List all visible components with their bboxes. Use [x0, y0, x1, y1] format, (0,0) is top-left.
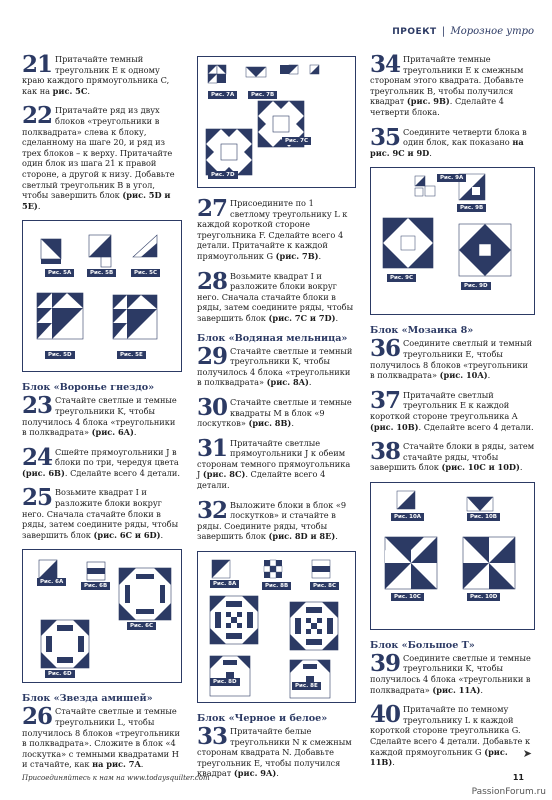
fig-label-5e: Рис. 5E	[117, 351, 146, 359]
step-text: Выложите блоки в блок «9 лоскутков» и стачайте в ряды. Соедините ряды, чтобы завершить блок	[197, 499, 347, 542]
fig-label-7c: Рис. 7C	[282, 137, 311, 145]
block-title-watermill: Блок «Водяная мельница»	[197, 332, 348, 344]
step-40	[370, 701, 535, 768]
step-35	[370, 123, 535, 159]
fig-label-8b: Рис. 8B	[262, 582, 291, 590]
fig5e-drawing	[113, 295, 157, 339]
fig-label-7d: Рис. 7D	[208, 171, 238, 179]
step-end: .	[335, 312, 339, 323]
step-end: .	[487, 370, 491, 381]
step-number: 38	[370, 438, 401, 466]
step-text: Стачайте блоки в ряды, затем стачайте ряды, чтобы завершить блок	[370, 441, 535, 473]
fig5d-drawing	[37, 293, 83, 339]
watermark: PassionForum.ru	[471, 787, 546, 797]
column-2	[197, 54, 356, 788]
step-number: 37	[370, 386, 401, 414]
step-number: 22	[22, 102, 53, 130]
figure-ref: (рис. 11A)	[432, 684, 481, 695]
step-end: .	[392, 757, 395, 768]
step-21	[22, 51, 182, 96]
step-number: 35	[370, 123, 401, 151]
step-number: 23	[22, 392, 53, 420]
figure-10	[370, 482, 535, 630]
step-38	[370, 438, 535, 473]
step-text: Соедините светлые и темные треугольники K, чтобы получилось 4 блока «треугольники в полквадрата»	[370, 652, 531, 695]
fig-label-8e: Рис. 8E	[292, 682, 321, 690]
step-end: .	[519, 462, 523, 473]
figure-7-diagram	[198, 57, 355, 187]
step-34	[370, 51, 535, 118]
fig-label-10b: Рис. 10B	[467, 513, 500, 521]
step-text: Стачайте светлые и темные треугольники K, чтобы получилось 4 блока «треугольники в полквадрата»	[22, 395, 177, 438]
figure-ref: (рис. 8A)	[266, 377, 309, 388]
step-text: Притачайте светлый треугольник E к каждой короткой стороне треугольника A	[370, 389, 518, 421]
step-number: 34	[370, 51, 401, 78]
step-text: Притачайте белые треугольники N к смежным сторонам квадрата N. Добавьте треугольник E, чтобы получился квадрат	[197, 726, 352, 779]
figure-5-diagram	[23, 221, 181, 371]
header-separator: |	[441, 26, 446, 37]
step-text: Соедините светлый и темный треугольники E, чтобы получилось 8 блоков «треугольники в полквадрата»	[370, 338, 533, 381]
figure-9-diagram	[371, 168, 534, 314]
step-31	[197, 434, 356, 491]
step-text: Присоедините по 1 светлому треугольнику L к каждой короткой стороне треугольника F. Сделайте всего 4 детали. Притачайте к каждой прямоугольник G	[197, 198, 348, 261]
fig-label-9c: Рис. 9C	[387, 274, 416, 282]
step-end: .	[140, 759, 144, 770]
step-28	[197, 267, 356, 324]
figure-5	[22, 220, 182, 372]
fig-label-9b: Рис. 9B	[457, 204, 486, 212]
fig-label-7a: Рис. 7A	[208, 91, 237, 99]
figure-ref: (рис. 8C)	[202, 469, 246, 480]
fig-label-6c: Рис. 6C	[127, 622, 156, 630]
fig-label-8c: Рис. 8C	[310, 582, 339, 590]
step-text: Возьмите квадрат I и разложите блоки вокруг него. Сначала стачайте блоки в ряды, затем соедините ряды, чтобы завершить блок	[197, 270, 354, 323]
step-number: 21	[22, 51, 53, 78]
step-29	[197, 342, 356, 388]
block-title-crow: Блок «Воронье гнездо»	[22, 382, 155, 394]
fig-label-10d: Рис. 10D	[467, 593, 500, 601]
step-end: .	[318, 250, 322, 261]
step-number: 39	[370, 649, 401, 677]
step-text: Стачайте светлые и темные квадраты M в блок «9 лоскутков»	[197, 396, 352, 429]
step-end: . Сделайте всего 4 детали.	[64, 467, 180, 478]
step-end: .	[308, 377, 312, 388]
step-number: 32	[197, 496, 228, 524]
step-end: . Сделайте всего 4 детали.	[418, 421, 534, 432]
fig-label-6d: Рис. 6D	[45, 670, 75, 678]
column-3	[370, 51, 535, 777]
figure-ref: (рис. 7B)	[275, 250, 319, 261]
step-text: Притачайте темные треугольники E к смежным сторонам этого квадрата. Добавьте треугольник B, чтобы получился квадрат	[370, 54, 524, 107]
fig-label-8d: Рис. 8D	[210, 678, 240, 686]
fig5b-drawing	[89, 235, 111, 267]
step-text: Притачайте темный треугольник E к одному краю каждого прямоугольника C, как на	[22, 54, 170, 96]
step-number: 40	[370, 701, 401, 729]
fig-label-8a: Рис. 8A	[210, 580, 239, 588]
fig-label-5a: Рис. 5A	[45, 269, 74, 277]
step-end: . Сделайте 4 четверти блока.	[370, 96, 504, 117]
header-name: Морозное утро	[450, 26, 534, 37]
step-number: 31	[197, 434, 228, 462]
figure-6-diagram	[23, 550, 181, 682]
column-1	[22, 51, 182, 779]
figure-ref: (рис. 6C и 6D)	[93, 529, 161, 540]
step-end: .	[133, 427, 137, 438]
fig-label-5c: Рис. 5C	[131, 269, 160, 277]
step-24	[22, 443, 182, 479]
figure-ref: (рис. 5D и 5E)	[22, 190, 171, 211]
step-number: 25	[22, 484, 53, 512]
step-25	[22, 484, 182, 540]
figure-6	[22, 549, 182, 683]
step-26	[22, 703, 182, 770]
figure-ref: (рис. 10B)	[370, 421, 419, 432]
figure-ref: (рис. 10A)	[439, 370, 488, 381]
step-32	[197, 496, 356, 542]
figure-ref: на рис. 7A	[92, 759, 141, 770]
step-end: . Сделайте всего 4 детали.	[197, 469, 326, 491]
figure-9	[370, 167, 535, 315]
fig5c-drawing	[133, 235, 157, 257]
figure-ref: (рис. 9B)	[406, 96, 450, 107]
step-end: .	[335, 531, 338, 542]
figure-ref: (рис. 9A)	[233, 768, 277, 779]
fig-label-10a: Рис. 10A	[391, 513, 424, 521]
fig-label-5b: Рис. 5B	[87, 269, 116, 277]
step-number: 29	[197, 342, 228, 370]
figure-ref: рис. 5C	[52, 85, 88, 96]
step-end: .	[160, 529, 164, 540]
step-33	[197, 723, 356, 779]
step-end: .	[291, 418, 294, 429]
footer-text: Присоединяйтесь к нам на www.todaysquilter.com	[22, 774, 210, 782]
figure-ref: на рис. 9C и 9D	[370, 137, 524, 158]
block-title-big-t: Блок «Большое Т»	[370, 639, 475, 651]
figure-7	[197, 56, 356, 188]
header-project: ПРОЕКТ	[392, 27, 437, 37]
fig-label-9d: Рис. 9D	[461, 282, 491, 290]
step-end: .	[480, 684, 483, 695]
fig-label-5d: Рис. 5D	[45, 351, 75, 359]
step-number: 26	[22, 703, 53, 731]
step-23	[22, 392, 182, 438]
step-end: .	[429, 147, 432, 158]
step-text: Притачайте ряд из двух блоков «треугольники в полквадрата» слева к блоку, сделанному на шаге 20, и ряд из трех блоков – к верху. Притачайте один блок из шага 21 к правой стороне, а другой к низу. Добавьте светлый треугольник B в угол, чтобы завершить блок	[22, 105, 175, 201]
fig5a-drawing	[41, 239, 61, 264]
step-number: 27	[197, 195, 228, 222]
step-number: 30	[197, 393, 228, 421]
fig-label-6a: Рис. 6A	[37, 578, 66, 586]
step-number: 36	[370, 335, 401, 363]
step-text: Притачайте светлые прямоугольники J к обеим сторонам темного прямоугольника J	[197, 437, 351, 480]
step-27	[197, 195, 356, 262]
figure-ref: (рис. 11B)	[370, 746, 508, 768]
figure-ref: (рис. 8B)	[248, 418, 292, 429]
step-text: Соедините четверти блока в один блок, как показано	[403, 126, 527, 148]
step-text: Сшейте прямоугольники J в блоки по три, чередуя цвета	[55, 446, 179, 468]
page-number: 11	[512, 773, 524, 782]
step-text: Притачайте по темному треугольнику L к каждой короткой стороне треугольника G. Сделайте всего 4 детали. Добавьте к каждой прямоугольник G	[370, 704, 531, 757]
figure-ref: (рис. 8D и 8E)	[268, 531, 336, 542]
step-number: 28	[197, 267, 228, 295]
step-end: .	[276, 768, 279, 779]
step-30	[197, 393, 356, 429]
block-title-mosaic: Блок «Мозаика 8»	[370, 325, 474, 337]
step-number: 33	[197, 723, 228, 751]
figure-ref: (рис. 6B)	[22, 467, 65, 478]
figure-ref: (рис. 6A)	[91, 427, 134, 438]
step-end: .	[87, 85, 90, 96]
running-header	[392, 26, 534, 37]
step-37	[370, 386, 535, 432]
fig-label-7b: Рис. 7B	[248, 91, 277, 99]
fig-label-6b: Рис. 6B	[81, 582, 110, 590]
step-text: Стачайте светлые и темные треугольники L, чтобы получилось 8 блоков «треугольники в полквадрата». Сложите в блок «4 лоскутка» с темными квадратами H и стачайте, как	[22, 706, 180, 770]
figure-ref: (рис. 10C и 10D)	[441, 462, 520, 473]
continue-arrow-icon: ➤	[522, 747, 532, 760]
figure-10-diagram	[371, 483, 534, 629]
fig-label-10c: Рис. 10C	[391, 593, 424, 601]
step-22	[22, 102, 182, 211]
fig-label-9a: Рис. 9A	[437, 174, 466, 182]
step-39	[370, 649, 535, 695]
step-number: 24	[22, 443, 53, 471]
step-end: .	[37, 200, 41, 211]
figure-8	[197, 551, 356, 703]
step-36	[370, 335, 535, 381]
step-text: Возьмите квадрат I и разложите блоки вокруг него. Сначала стачайте блоки в ряды, затем соедините ряды, чтобы завершить блок	[22, 487, 179, 540]
block-title-amish: Блок «Звезда амишей»	[22, 693, 153, 705]
figure-ref: (рис. 7C и 7D)	[268, 312, 336, 323]
step-text: Стачайте светлые и темный треугольники K, чтобы получилось 4 блока «треугольники в полквадрата»	[197, 345, 353, 388]
block-title-black-white: Блок «Черное и белое»	[197, 713, 328, 725]
